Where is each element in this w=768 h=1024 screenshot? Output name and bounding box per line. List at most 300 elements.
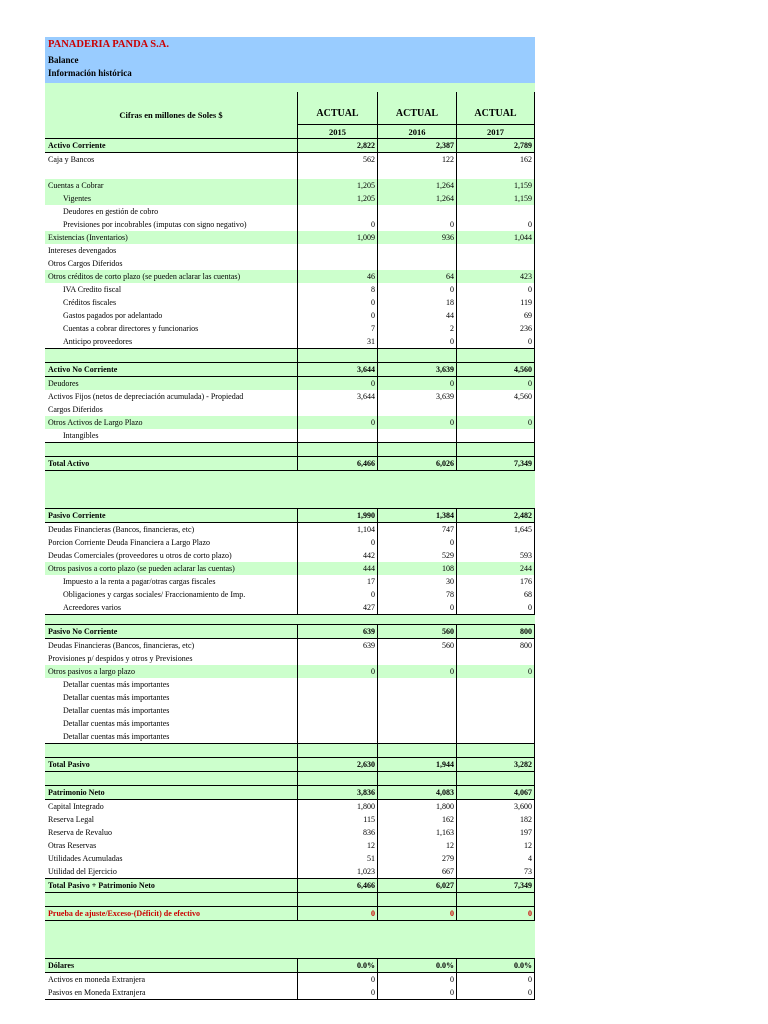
table-row-deudas-comerciales <box>45 549 535 562</box>
value-cell-2016[interactable]: 0 <box>377 218 456 231</box>
row-label: Impuesto a la renta a pagar/otras cargas fiscales <box>63 577 216 586</box>
value-cell-2015[interactable]: 0 <box>297 309 377 322</box>
report-title: Balance <box>48 55 79 65</box>
table-row-anticipo <box>45 335 535 349</box>
row-label: Caja y Bancos <box>48 155 95 164</box>
value-cell-2015[interactable]: 0 <box>297 416 377 429</box>
value-cell-2017[interactable]: 0 <box>456 283 535 296</box>
value-cell-2017[interactable]: 236 <box>456 322 535 335</box>
table-row-obligaciones <box>45 588 535 601</box>
empty-cell <box>377 772 456 785</box>
value-cell-2017[interactable]: 1,044 <box>456 231 535 244</box>
spacer-row <box>45 772 535 785</box>
spacer-row <box>45 744 535 757</box>
row-label: Provisiones p/ despidos y otros y Previsiones <box>48 654 193 663</box>
empty-cell <box>297 166 377 179</box>
value-cell-2015[interactable]: 562 <box>297 153 377 166</box>
value-cell-2016[interactable]: 529 <box>377 549 456 562</box>
value-cell-2017[interactable] <box>456 244 535 257</box>
value-cell-2015[interactable]: 3,836 <box>297 786 377 799</box>
column-year: 2017 <box>457 124 534 139</box>
value-cell-2017[interactable] <box>456 704 535 717</box>
value-cell-2017[interactable]: 4 <box>456 852 535 865</box>
empty-cell <box>456 349 535 362</box>
table-row-otros-pasivos-cp <box>45 562 535 575</box>
value-cell-2016[interactable] <box>377 205 456 218</box>
row-label: Créditos fiscales <box>63 298 117 307</box>
table-row-utilidad-ejercicio <box>45 865 535 879</box>
spacer-row <box>45 349 535 362</box>
row-label: Total Activo <box>48 459 90 468</box>
column-2015 <box>297 92 377 138</box>
row-label: Obligaciones y cargas sociales/ Fraccionamiento de Imp. <box>63 590 246 599</box>
table-row-total-activo <box>45 456 535 471</box>
value-cell-2015[interactable] <box>297 257 377 270</box>
value-cell-2016[interactable]: 667 <box>377 865 456 878</box>
value-cell-2016[interactable]: 6,027 <box>377 879 456 892</box>
value-cell-2017[interactable]: 0 <box>456 416 535 429</box>
value-cell-2015[interactable]: 0 <box>297 296 377 309</box>
value-cell-2016[interactable]: 1,264 <box>377 192 456 205</box>
value-cell-2016[interactable]: 12 <box>377 839 456 852</box>
value-cell-2015[interactable]: 0 <box>297 377 377 390</box>
row-label: Total Pasivo <box>48 760 90 769</box>
value-cell-2015[interactable] <box>297 730 377 743</box>
row-label: Detallar cuentas más importantes <box>63 706 170 715</box>
table-row-otros-cargos <box>45 257 535 270</box>
row-label: Cargos Diferidos <box>48 405 103 414</box>
row-label: Utilidades Acumuladas <box>48 854 123 863</box>
value-cell-2015[interactable] <box>297 652 377 665</box>
table-row-previsiones <box>45 218 535 231</box>
table-row-vigentes <box>45 192 535 205</box>
row-label: Detallar cuentas más importantes <box>63 732 170 741</box>
table-row-cuentas-directores <box>45 322 535 335</box>
value-cell-2016[interactable]: 0 <box>377 416 456 429</box>
value-cell-2016[interactable]: 0 <box>377 973 456 986</box>
value-cell-2015[interactable]: 17 <box>297 575 377 588</box>
value-cell-2016[interactable]: 1,800 <box>377 800 456 813</box>
value-cell-2016[interactable]: 560 <box>377 639 456 652</box>
row-label: Utilidad del Ejercicio <box>48 867 117 876</box>
value-cell-2017[interactable]: 2,789 <box>456 139 535 152</box>
value-cell-2017[interactable]: 4,067 <box>456 786 535 799</box>
value-cell-2015[interactable]: 0 <box>297 973 377 986</box>
value-cell-2017[interactable]: 12 <box>456 839 535 852</box>
value-cell-2016[interactable]: 3,639 <box>377 390 456 403</box>
row-label: Otros Cargos Diferidos <box>48 259 123 268</box>
table-row-deudas-fin-c <box>45 523 535 536</box>
value-cell-2016[interactable]: 6,026 <box>377 457 456 470</box>
value-cell-2016[interactable] <box>377 704 456 717</box>
table-row-intangibles <box>45 429 535 443</box>
value-cell-2017[interactable]: 176 <box>456 575 535 588</box>
value-cell-2017[interactable]: 0 <box>456 907 535 920</box>
table-row-reserva-legal <box>45 813 535 826</box>
table-row-deudores <box>45 377 535 390</box>
value-cell-2015[interactable]: 0 <box>297 588 377 601</box>
value-cell-2016[interactable]: 560 <box>377 625 456 638</box>
value-cell-2017[interactable] <box>456 678 535 691</box>
table-row-deudas-fin-nc <box>45 639 535 652</box>
table-row-detallar2 <box>45 691 535 704</box>
spacer-row <box>45 471 535 508</box>
value-cell-2016[interactable]: 122 <box>377 153 456 166</box>
value-cell-2015[interactable]: 0 <box>297 536 377 549</box>
column-2016 <box>377 92 456 138</box>
column-label: ACTUAL <box>395 108 439 119</box>
value-cell-2017[interactable] <box>456 730 535 743</box>
row-label: Activos Fijos (netos de depreciación acumulada) - Propiedad <box>48 392 244 401</box>
balance-sheet <box>45 37 535 1000</box>
table-row-patrimonio-neto <box>45 785 535 800</box>
value-cell-2015[interactable] <box>297 678 377 691</box>
table-row-caja <box>45 153 535 166</box>
value-cell-2016[interactable]: 2 <box>377 322 456 335</box>
value-cell-2016[interactable]: 2,387 <box>377 139 456 152</box>
row-label: Detallar cuentas más importantes <box>63 693 170 702</box>
value-cell-2015[interactable]: 0.0% <box>297 959 377 972</box>
value-cell-2015[interactable]: 31 <box>297 335 377 348</box>
value-cell-2017[interactable]: 73 <box>456 865 535 878</box>
row-label: Acreedores varios <box>63 603 121 612</box>
empty-cell <box>297 349 377 362</box>
value-cell-2016[interactable]: 0 <box>377 283 456 296</box>
row-label: Activos en moneda Extranjera <box>48 975 146 984</box>
value-cell-2015[interactable]: 3,644 <box>297 363 377 376</box>
row-label: Existencias (Inventarios) <box>48 233 128 242</box>
row-label: Intangibles <box>63 431 99 440</box>
table-row-otros-pasivos-lp <box>45 665 535 678</box>
value-cell-2016[interactable]: 0 <box>377 335 456 348</box>
row-label: Otras Reservas <box>48 841 97 850</box>
value-cell-2017[interactable] <box>456 205 535 218</box>
table-row-intereses <box>45 244 535 257</box>
row-label: Otros pasivos a largo plazo <box>48 667 135 676</box>
spacer-row <box>45 893 535 906</box>
value-cell-2015[interactable]: 115 <box>297 813 377 826</box>
value-cell-2016[interactable] <box>377 678 456 691</box>
row-label: Dólares <box>48 961 75 970</box>
table-row-otras-reservas <box>45 839 535 852</box>
value-cell-2016[interactable] <box>377 652 456 665</box>
value-cell-2016[interactable]: 0 <box>377 377 456 390</box>
value-cell-2015[interactable] <box>297 205 377 218</box>
value-cell-2017[interactable]: 800 <box>456 639 535 652</box>
value-cell-2017[interactable]: 182 <box>456 813 535 826</box>
row-label: Total Pasivo + Patrimonio Neto <box>48 881 155 890</box>
table-row-pasivo-no-corriente <box>45 624 535 639</box>
row-label: Porcion Corriente Deuda Financiera a Largo Plazo <box>48 538 211 547</box>
value-cell-2016[interactable]: 1,944 <box>377 758 456 771</box>
value-cell-2015[interactable]: 0 <box>297 907 377 920</box>
value-cell-2016[interactable] <box>377 691 456 704</box>
value-cell-2016[interactable]: 0 <box>377 986 456 999</box>
table-row-iva <box>45 283 535 296</box>
value-cell-2016[interactable]: 162 <box>377 813 456 826</box>
value-cell-2016[interactable] <box>377 403 456 416</box>
row-label: Reserva Legal <box>48 815 94 824</box>
spacer-row <box>45 615 535 624</box>
value-cell-2016[interactable] <box>377 244 456 257</box>
value-cell-2015[interactable]: 6,466 <box>297 457 377 470</box>
table-row-deudores-gestion <box>45 205 535 218</box>
value-cell-2017[interactable] <box>456 652 535 665</box>
table-row-existencias <box>45 231 535 244</box>
value-cell-2015[interactable]: 7 <box>297 322 377 335</box>
value-cell-2015[interactable]: 1,205 <box>297 192 377 205</box>
value-cell-2017[interactable]: 4,560 <box>456 390 535 403</box>
value-cell-2016[interactable]: 1,384 <box>377 509 456 522</box>
value-cell-2016[interactable]: 64 <box>377 270 456 283</box>
column-year: 2016 <box>378 124 456 139</box>
empty-cell <box>456 772 535 785</box>
table-row-impuesto-renta <box>45 575 535 588</box>
row-label: Cuentas a Cobrar <box>48 181 104 190</box>
value-cell-2017[interactable]: 68 <box>456 588 535 601</box>
column-label: ACTUAL <box>316 108 359 119</box>
value-cell-2017[interactable]: 69 <box>456 309 535 322</box>
table-row-activos-me <box>45 973 535 986</box>
value-cell-2016[interactable]: 936 <box>377 231 456 244</box>
value-cell-2017[interactable]: 1,645 <box>456 523 535 536</box>
row-label: Activo No Corriente <box>48 365 118 374</box>
value-cell-2015[interactable]: 1,800 <box>297 800 377 813</box>
column-header <box>45 92 535 138</box>
value-cell-2016[interactable]: 1,264 <box>377 179 456 192</box>
value-cell-2015[interactable]: 2,822 <box>297 139 377 152</box>
table-row-detallar5 <box>45 730 535 744</box>
value-cell-2016[interactable]: 0 <box>377 907 456 920</box>
spacer-row <box>45 166 535 179</box>
value-cell-2016[interactable]: 1,163 <box>377 826 456 839</box>
row-label: Otros pasivos a corto plazo (se pueden aclarar las cuentas) <box>48 564 235 573</box>
row-label: Previsiones por incobrables (imputas con signo negativo) <box>63 220 247 229</box>
value-cell-2015[interactable]: 6,466 <box>297 879 377 892</box>
table-row-dolares <box>45 958 535 973</box>
value-cell-2015[interactable]: 0 <box>297 986 377 999</box>
row-label: Detallar cuentas más importantes <box>63 719 170 728</box>
value-cell-2017[interactable] <box>456 403 535 416</box>
empty-cell <box>297 772 377 785</box>
table-row-otros-creditos <box>45 270 535 283</box>
table-body <box>45 138 535 1000</box>
value-cell-2017[interactable]: 119 <box>456 296 535 309</box>
spacer-row <box>45 443 535 456</box>
value-cell-2017[interactable]: 197 <box>456 826 535 839</box>
spacer-row <box>45 921 535 958</box>
sheet-header <box>45 37 535 83</box>
row-label: Vigentes <box>63 194 91 203</box>
value-cell-2017[interactable]: 0 <box>456 377 535 390</box>
empty-cell <box>456 893 535 906</box>
value-cell-2016[interactable] <box>377 257 456 270</box>
row-label: Deudores en gestión de cobro <box>63 207 159 216</box>
value-cell-2017[interactable] <box>456 257 535 270</box>
table-row-capital <box>45 800 535 813</box>
value-cell-2016[interactable]: 0 <box>377 601 456 614</box>
table-row-cuentas-cobrar <box>45 179 535 192</box>
table-row-detallar1 <box>45 678 535 691</box>
value-cell-2017[interactable]: 3,600 <box>456 800 535 813</box>
row-label: Deudas Financieras (Bancos, financieras, etc) <box>48 641 195 650</box>
value-cell-2015[interactable]: 639 <box>297 639 377 652</box>
table-row-acreedores <box>45 601 535 615</box>
row-label: Detallar cuentas más importantes <box>63 680 170 689</box>
value-cell-2017[interactable]: 3,282 <box>456 758 535 771</box>
value-cell-2017[interactable]: 0 <box>456 973 535 986</box>
value-cell-2015[interactable]: 639 <box>297 625 377 638</box>
value-cell-2015[interactable]: 3,644 <box>297 390 377 403</box>
column-2017 <box>456 92 535 138</box>
value-cell-2017[interactable]: 4,560 <box>456 363 535 376</box>
value-cell-2016[interactable]: 747 <box>377 523 456 536</box>
value-cell-2015[interactable] <box>297 717 377 730</box>
value-cell-2016[interactable]: 30 <box>377 575 456 588</box>
table-row-porcion-corriente <box>45 536 535 549</box>
row-label: Activo Corriente <box>48 141 106 150</box>
report-subtitle: Información histórica <box>48 68 132 78</box>
empty-cell <box>377 893 456 906</box>
value-cell-2015[interactable]: 1,990 <box>297 509 377 522</box>
value-cell-2016[interactable]: 78 <box>377 588 456 601</box>
column-year: 2015 <box>298 124 377 139</box>
value-cell-2016[interactable] <box>377 730 456 743</box>
value-cell-2015[interactable] <box>297 704 377 717</box>
units-caption: Cifras en millones de Soles $ <box>119 110 223 120</box>
value-cell-2016[interactable]: 44 <box>377 309 456 322</box>
value-cell-2015[interactable]: 51 <box>297 852 377 865</box>
value-cell-2017[interactable]: 1,159 <box>456 192 535 205</box>
value-cell-2015[interactable]: 0 <box>297 665 377 678</box>
value-cell-2017[interactable] <box>456 691 535 704</box>
row-label: Gastos pagados por adelantado <box>63 311 163 320</box>
row-label: IVA Credito fiscal <box>63 285 122 294</box>
value-cell-2015[interactable] <box>297 403 377 416</box>
table-row-detallar4 <box>45 717 535 730</box>
header-spacer <box>45 83 535 92</box>
value-cell-2017[interactable]: 1,159 <box>456 179 535 192</box>
value-cell-2017[interactable]: 162 <box>456 153 535 166</box>
value-cell-2017[interactable] <box>456 717 535 730</box>
table-row-provisiones <box>45 652 535 665</box>
value-cell-2017[interactable]: 800 <box>456 625 535 638</box>
value-cell-2015[interactable]: 1,009 <box>297 231 377 244</box>
table-row-gastos-pagados <box>45 309 535 322</box>
table-row-pasivo-corriente <box>45 508 535 523</box>
value-cell-2015[interactable]: 12 <box>297 839 377 852</box>
table-row-total-pasivo-patrimonio <box>45 879 535 893</box>
value-cell-2016[interactable]: 4,083 <box>377 786 456 799</box>
empty-cell <box>297 893 377 906</box>
table-row-cargos-diferidos <box>45 403 535 416</box>
table-row-prueba <box>45 906 535 921</box>
value-cell-2015[interactable]: 442 <box>297 549 377 562</box>
value-cell-2017[interactable] <box>456 429 535 442</box>
empty-cell <box>456 166 535 179</box>
value-cell-2017[interactable]: 0.0% <box>456 959 535 972</box>
value-cell-2015[interactable] <box>297 244 377 257</box>
value-cell-2016[interactable] <box>377 429 456 442</box>
value-cell-2016[interactable]: 3,639 <box>377 363 456 376</box>
value-cell-2017[interactable]: 2,482 <box>456 509 535 522</box>
row-label: Intereses devengados <box>48 246 117 255</box>
table-row-activos-fijos <box>45 390 535 403</box>
value-cell-2015[interactable]: 1,205 <box>297 179 377 192</box>
column-label: ACTUAL <box>474 108 517 119</box>
table-row-otros-activos-lp <box>45 416 535 429</box>
table-row-reserva-revaluo <box>45 826 535 839</box>
value-cell-2016[interactable]: 0 <box>377 665 456 678</box>
value-cell-2017[interactable]: 244 <box>456 562 535 575</box>
empty-cell <box>297 443 377 456</box>
value-cell-2015[interactable]: 836 <box>297 826 377 839</box>
empty-cell <box>377 349 456 362</box>
value-cell-2015[interactable]: 1,023 <box>297 865 377 878</box>
value-cell-2017[interactable]: 0 <box>456 601 535 614</box>
value-cell-2017[interactable]: 423 <box>456 270 535 283</box>
table-row-pasivos-me <box>45 986 535 1000</box>
value-cell-2017[interactable]: 0 <box>456 986 535 999</box>
value-cell-2016[interactable] <box>377 717 456 730</box>
value-cell-2017[interactable]: 0 <box>456 218 535 231</box>
value-cell-2016[interactable]: 108 <box>377 562 456 575</box>
row-label: Pasivo No Corriente <box>48 627 118 636</box>
value-cell-2017[interactable] <box>456 536 535 549</box>
row-label: Otros créditos de corto plazo (se pueden aclarar las cuentas) <box>48 272 241 281</box>
row-label: Patrimonio Neto <box>48 788 105 797</box>
value-cell-2015[interactable]: 427 <box>297 601 377 614</box>
row-label: Otros Activos de Largo Plazo <box>48 418 143 427</box>
value-cell-2017[interactable]: 0 <box>456 335 535 348</box>
row-label: Cuentas a cobrar directores y funcionarios <box>63 324 199 333</box>
value-cell-2017[interactable]: 7,349 <box>456 457 535 470</box>
value-cell-2017[interactable]: 0 <box>456 665 535 678</box>
company-name: PANADERIA PANDA S.A. <box>48 39 169 50</box>
row-label: Anticipo proveedores <box>63 337 133 346</box>
empty-cell <box>377 744 456 757</box>
row-label: Capital Integrado <box>48 802 104 811</box>
empty-cell <box>377 166 456 179</box>
value-cell-2015[interactable]: 2,630 <box>297 758 377 771</box>
value-cell-2016[interactable]: 0 <box>377 536 456 549</box>
table-row-activo-corriente <box>45 138 535 153</box>
table-row-activo-no-corriente <box>45 362 535 377</box>
value-cell-2017[interactable]: 7,349 <box>456 879 535 892</box>
empty-cell <box>456 744 535 757</box>
row-label: Reserva de Revaluo <box>48 828 112 837</box>
empty-cell <box>377 443 456 456</box>
table-row-total-pasivo <box>45 757 535 772</box>
value-cell-2015[interactable]: 8 <box>297 283 377 296</box>
row-label: Prueba de ajuste/Exceso-(Déficit) de efectivo <box>48 909 200 918</box>
table-row-utilidades-acum <box>45 852 535 865</box>
value-cell-2016[interactable]: 0.0% <box>377 959 456 972</box>
value-cell-2015[interactable]: 46 <box>297 270 377 283</box>
value-cell-2015[interactable] <box>297 691 377 704</box>
value-cell-2015[interactable]: 1,104 <box>297 523 377 536</box>
value-cell-2015[interactable]: 0 <box>297 218 377 231</box>
value-cell-2016[interactable]: 18 <box>377 296 456 309</box>
row-label: Deudas Comerciales (proveedores u otros de corto plazo) <box>48 551 232 560</box>
value-cell-2016[interactable]: 279 <box>377 852 456 865</box>
value-cell-2015[interactable] <box>297 429 377 442</box>
row-label: Pasivo Corriente <box>48 511 106 520</box>
table-row-creditos-fiscales <box>45 296 535 309</box>
row-label: Pasivos en Moneda Extranjera <box>48 988 146 997</box>
value-cell-2015[interactable]: 444 <box>297 562 377 575</box>
value-cell-2017[interactable]: 593 <box>456 549 535 562</box>
